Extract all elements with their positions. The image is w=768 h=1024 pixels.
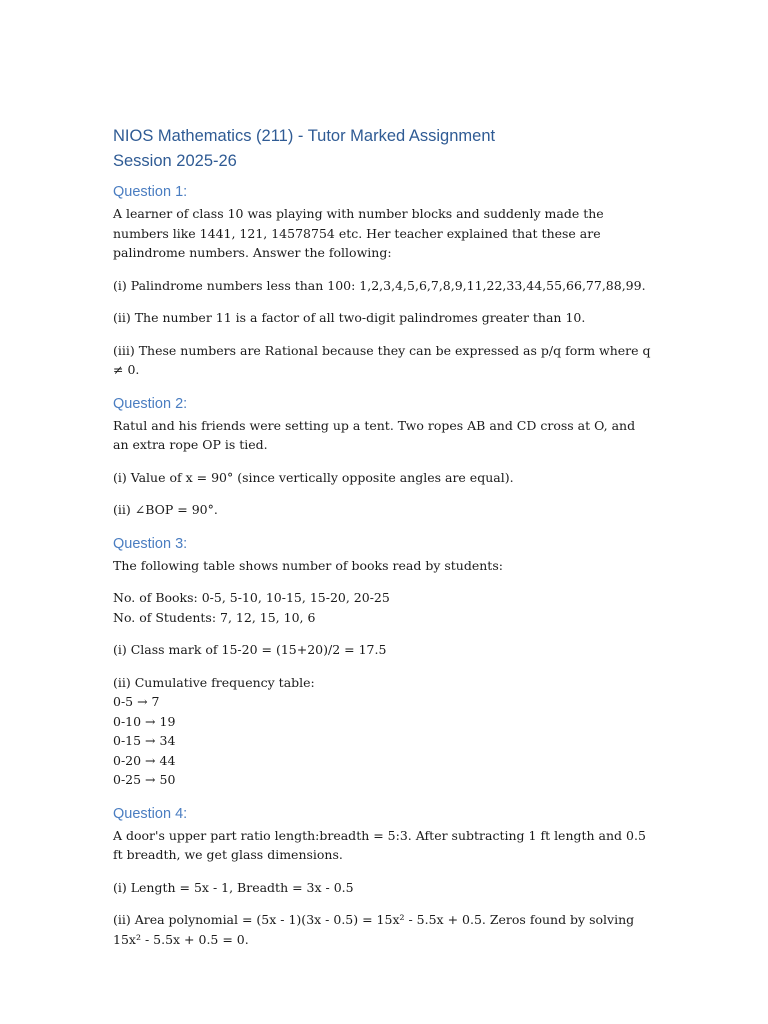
question-2-intro: Ratul and his friends were setting up a tent. Two ropes AB and CD cross at O, and an extra rope OP is tied.	[113, 417, 636, 452]
question-1-answer-ii: (ii) The number 11 is a factor of all two-digit palindromes greater than 10.	[113, 310, 586, 325]
question-4-answer-ii: (ii) Area polynomial = (5x - 1)(3x - 0.5) = 15x² - 5.5x + 0.5. Zeros found by solving 15x² - 5.5x + 0.5 = 0.	[113, 912, 635, 947]
title-line-1: NIOS Mathematics (211) - Tutor Marked Assignment	[113, 127, 496, 145]
question-4-intro: A door's upper part ratio length:breadth = 5:3. After subtracting 1 ft length and 0.5 ft breadth, we get glass dimensions.	[113, 827, 646, 862]
question-2-answer-i: (i) Value of x = 90° (since vertically opposite angles are equal).	[113, 469, 514, 485]
question-1-answer-iii: (iii) These numbers are Rational because they can be expressed as p/q form where q ≠ 0.	[113, 342, 651, 377]
question-2-answer-ii: (ii) ∠BOP = 90°.	[113, 502, 218, 517]
question-3-intro: The following table shows number of books read by students:	[113, 557, 503, 573]
question-1	[113, 182, 653, 380]
question-3-answer-i: (i) Class mark of 15-20 = (15+20)/2 = 17.5	[113, 642, 387, 657]
question-1-answer-i: (i) Palindrome numbers less than 100: 1,2,3,4,5,6,7,8,9,11,22,33,44,55,66,77,88,99.	[113, 277, 646, 293]
question-3-data: No. of Books: 0-5, 5-10, 10-15, 15-20, 20-25 No. of Students: 7, 12, 15, 10, 6	[113, 590, 390, 625]
question-2	[113, 394, 653, 520]
question-4	[113, 804, 653, 950]
title-line-2: Session 2025-26	[113, 152, 237, 170]
question-4-answer-i: (i) Length = 5x - 1, Breadth = 3x - 0.5	[113, 879, 354, 895]
question-2-heading: Question 2:	[113, 395, 188, 412]
question-3	[113, 534, 653, 790]
question-3-answer-ii: (ii) Cumulative frequency table: 0-5 → 7 0-10 → 19 0-15 → 34 0-20 → 44 0-25 → 50	[113, 674, 315, 787]
document-title	[113, 124, 653, 174]
question-1-heading: Question 1:	[113, 184, 188, 200]
question-4-heading: Question 4:	[113, 805, 188, 822]
document-page	[113, 124, 653, 962]
question-1-intro: A learner of class 10 was playing with number blocks and suddenly made the numbers like 1441, 121, 14578754 etc. Her teacher explained that these are palindrome numbers. Answer the following:	[113, 206, 604, 260]
question-3-heading: Question 3:	[113, 535, 188, 552]
